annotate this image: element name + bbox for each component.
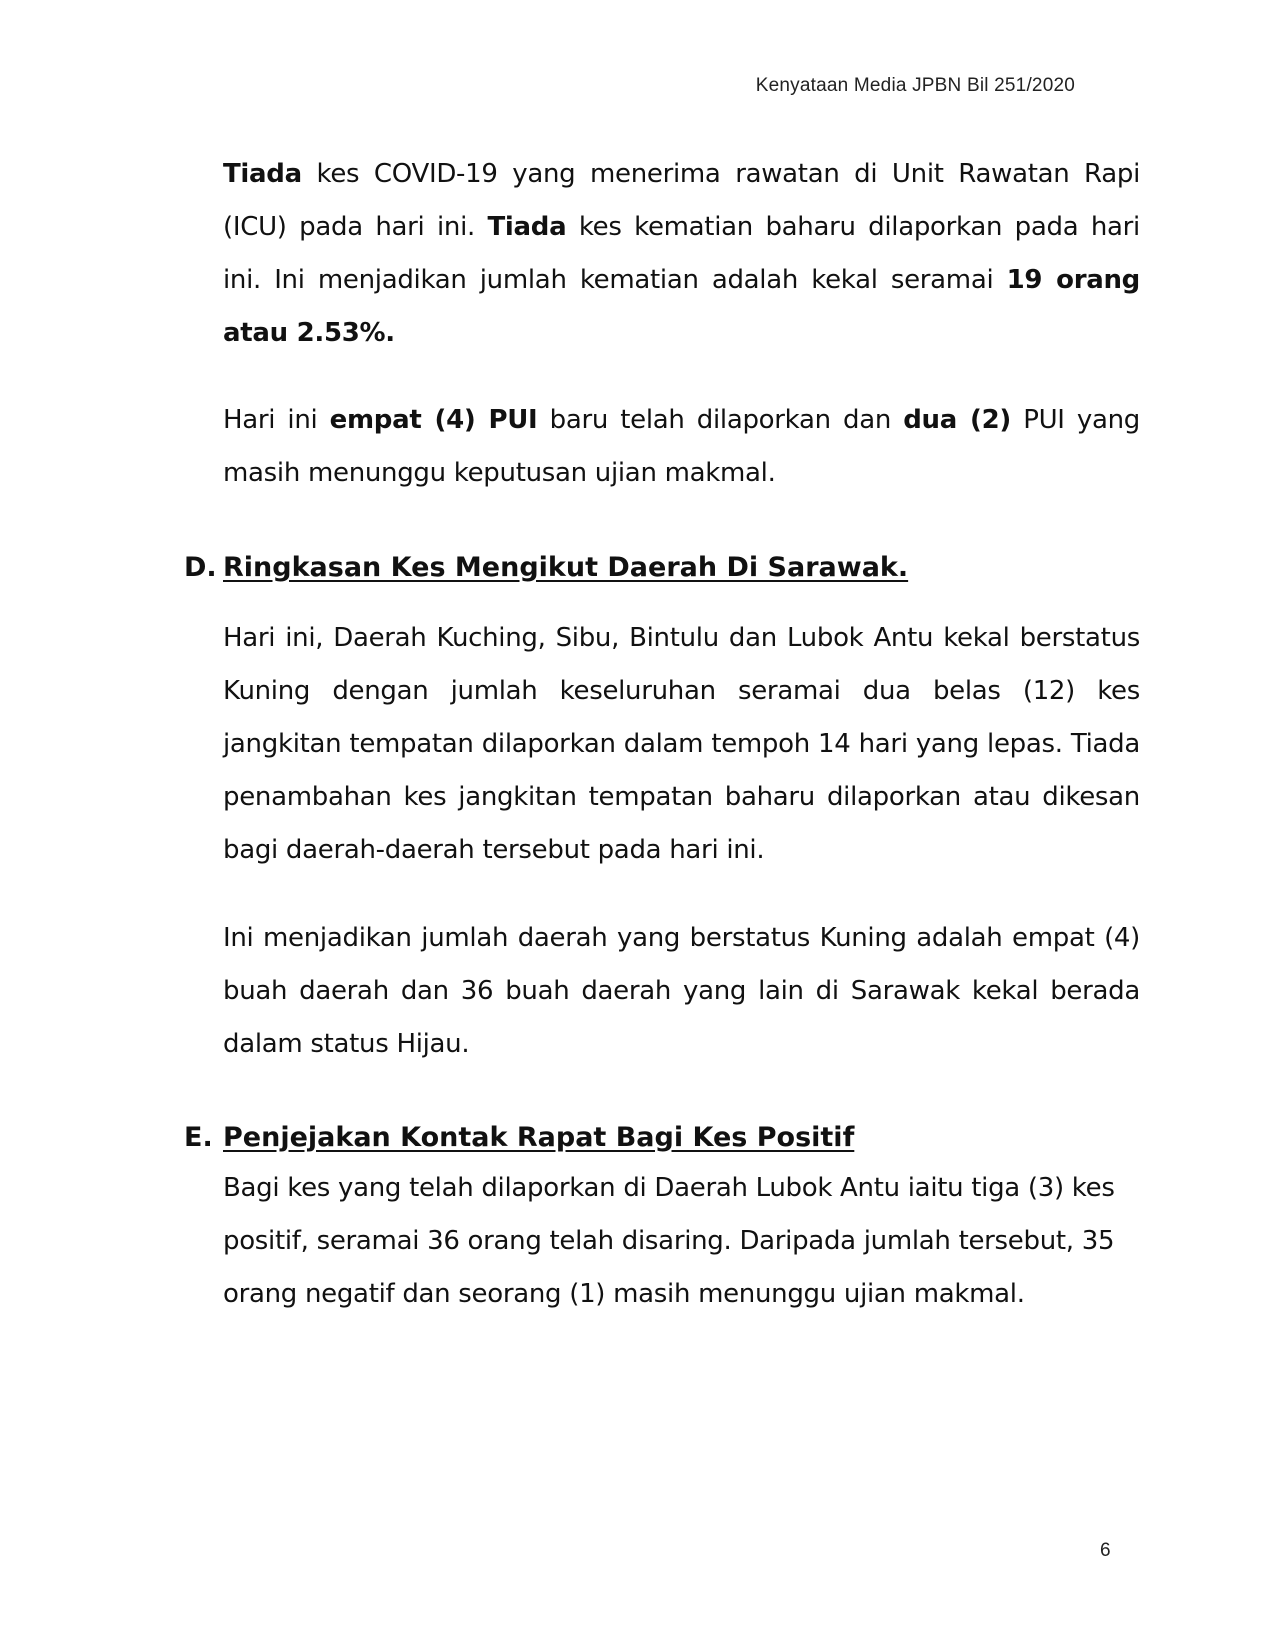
bold-text: dua (2) [903,405,1011,435]
paragraph-line: positif, seramai 36 orang telah disaring. Daripada jumlah tersebut, 35 [223,1226,1115,1256]
death-count-bold: 19 orang atau 2.53%. [223,265,1140,348]
icu-deaths-paragraph [223,148,1140,360]
section-letter: E. [184,1122,213,1153]
document-header: Kenyataan Media JPBN Bil 251/2020 [755,75,1075,96]
section-e-heading [184,1120,854,1156]
page-number: 6 [1100,1540,1111,1561]
contact-tracing-paragraph [223,1162,1140,1321]
paragraph-text: PUI yang masih menunggu keputusan ujian makmal. [223,405,1141,488]
district-summary-paragraph: Hari ini, Daerah Kuching, Sibu, Bintulu dan Lubok Antu kekal berstatus Kuning dengan jumlah keseluruhan seramai dua belas (12) kes jangkitan tempatan dilaporkan dalam tempoh 14 hari yang lepas. Tiada penambahan kes jangkitan tempatan baharu dilaporkan atau dikesan bagi daerah-daerah tersebut pada hari ini. [223,623,1140,865]
paragraph-text: baru telah dilaporkan dan [537,405,904,435]
paragraph-text: kes COVID-19 yang menerima rawatan di Unit Rawatan Rapi (ICU) pada hari ini. [223,159,1140,242]
section-title: Penjejakan Kontak Rapat Bagi Kes Positif [223,1122,855,1153]
paragraph-text: kes kematian baharu dilaporkan pada hari ini. Ini menjadikan jumlah kematian adalah kekal seramai [223,212,1140,295]
bold-text: Tiada [487,212,567,242]
paragraph-line: Bagi kes yang telah dilaporkan di Daerah Lubok Antu iaitu tiga (3) kes [223,1173,1115,1203]
bold-text: Tiada [223,159,302,189]
pui-paragraph [223,394,1140,500]
district-status-paragraph: Ini menjadikan jumlah daerah yang berstatus Kuning adalah empat (4) buah daerah dan 36 buah daerah yang lain di Sarawak kekal berada dalam status Hijau. [223,923,1140,1059]
section-title: Ringkasan Kes Mengikut Daerah Di Sarawak. [223,552,909,583]
section-letter: D. [184,552,217,583]
section-d-heading [184,550,908,586]
paragraph-line: orang negatif dan seorang (1) masih menunggu ujian makmal. [223,1279,1025,1309]
paragraph-text: Hari ini [223,405,330,435]
bold-text: empat (4) PUI [329,405,538,435]
